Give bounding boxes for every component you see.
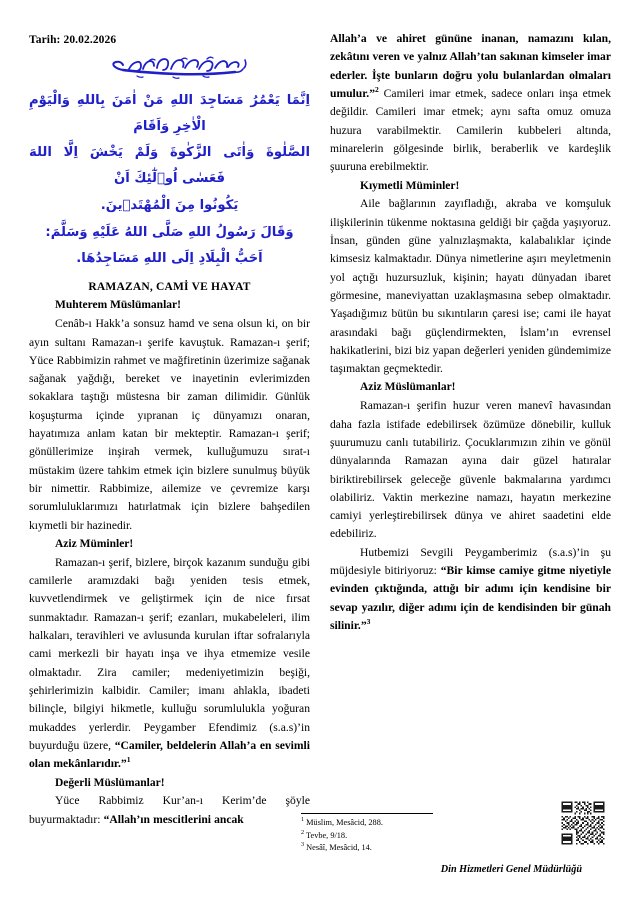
- quran-verse-line-2: الصَّلٰوةَ وَاٰتَى الزَّكٰوةَ وَلَمْ يَخْشَ اِلَّا اللهَ فَعَسٰى اُو۬لٰٓئِكَ اَنْ: [29, 145, 310, 187]
- footnote-item: [301, 817, 582, 830]
- hadith-text: اَحَبُّ الْبِلَادِ اِلَى اللهِ مَسَاجِدُهَا.: [76, 251, 263, 267]
- hadith-quote-2: “Bir kimse camiye gitme niyetiyle evinden çıktığında, attığı bir adımı için kendisine bir sevap yazılır, diğer adımı için de kendisinden bir günah silinir.”: [330, 564, 611, 632]
- salutation-aziz-muslumanlar: Aziz Müslümanlar!: [360, 381, 456, 394]
- basmala-calligraphy: [29, 56, 310, 82]
- publisher-signature: Din Hizmetleri Genel Müdürlüğü: [440, 864, 582, 875]
- salutation-degerli-muslumanlar: Değerli Müslümanlar!: [55, 776, 165, 789]
- salutation-kiymetli-muminler: Kıymetli Müminler!: [360, 179, 460, 192]
- two-column-body: [29, 30, 611, 875]
- footnote-ref-1: 1: [126, 755, 131, 765]
- right-column: [330, 30, 611, 635]
- paragraph-2-text: Ramazan-ı şerif, bizlere, birçok kazanım sunduğu gibi camilerle aramızdaki bağı yeniden tesis etmek, kuvvetlendirmek ve geliştirmek için de nice fırsat sunmaktadır. Ramazan-ı şerif; ezanları, mukabeleleri, ilim halkaları, teravihleri ve avlusunda kurulan iftar sofralarıyla cami merkezli bir hayatı inşa ve ihya etmemize vesile olmaktadır. Zira camiler; medeniyetimizin beşiği, şehirlerimizin kalbidir. Camiler; imanı ahlakla, ibadeti bilinçle, bilgiyi hikmetle, kulluğu sorumlulukla yoğuran mukaddes yerlerdir. Peygamber Efendimiz (s.a.s)’in buyurduğu üzere,: [29, 555, 310, 752]
- quran-quote-start: “Allah’ın mescitlerini ancak: [103, 812, 244, 826]
- footnote-marker: 2: [301, 828, 305, 836]
- paragraph-3-continued: [330, 30, 611, 177]
- footnote-ref-2: 2: [375, 85, 379, 95]
- footnote-marker: 3: [301, 841, 305, 849]
- quran-quote-continued: Allah’a ve ahiret gününe inanan, namazını kılan, zekâtını veren ve yalnız Allah’tan sakınan kimseler imar ederler. İşte bunların doğru yolu bulanlardan olmaları umulur.”: [330, 32, 611, 100]
- footnotes-block: [301, 813, 582, 855]
- footnote-text: Nesâî, Mesâcid, 14.: [306, 843, 372, 853]
- paragraph-2: [29, 554, 310, 774]
- paragraph-5: Ramazan-ı şerifin huzur veren manevî havasından daha fazla istifade edebilirsek özümüze dönebilir, kulluk şuurumuzu canlı tutabiliriz. Çocuklarımızın zihin ve gönül dünyalarında Ramazan ayına dair güzel hatıralar biriktirebilirsek geleceğe güvenle bakmalarına yardımcı olabiliriz. Vaktin merkezine namazı, hayatın merkezine camiyi yerleştirebilirsek dünya ve ahiret saadetini elde edebiliriz.: [330, 399, 611, 541]
- left-column: [29, 30, 310, 829]
- hadith-intro: وَقَالَ رَسُولُ اللهِ صَلَّى اللهُ عَلَيْهِ وَسَلَّمَ:: [45, 224, 294, 240]
- footnote-separator-rule: [301, 813, 433, 814]
- footnote-item: [301, 830, 582, 843]
- footnote-ref-3: 3: [366, 617, 371, 627]
- salutation-muhterem-muslumanlar: Muhterem Müslümanlar!: [55, 299, 181, 312]
- quran-verse-line-3: يَكُونُوا مِنَ الْمُهْتَدٖينَ.: [100, 197, 239, 213]
- quran-verse-line-1: اِنَّمَا يَعْمُرُ مَسَاجِدَ اللهِ مَنْ اٰمَنَ بِاللهِ وَالْيَوْمِ الْاٰخِرِ وَاَقَامَ: [29, 93, 310, 134]
- paragraph-3-rest: Camileri imar etmek, sadece onları inşa etmek değildir. Camileri imar etmek; aynı safta omuz omuza huzura varabilmektir. Camilerin kubbeleri altında, minarelerin gölgesinde birlik, beraberlik ve kardeşlik şuuruna erebilmektir.: [330, 86, 611, 174]
- salutation-aziz-muminler: Aziz Müminler!: [55, 537, 134, 550]
- paragraph-3-start: [29, 792, 310, 829]
- sermon-title: RAMAZAN, CAMİ VE HAYAT: [88, 281, 251, 294]
- qr-code[interactable]: [560, 800, 606, 846]
- paragraph-3-text: Yüce Rabbimiz Kur’an-ı Kerim’de şöyle buyurmaktadır:: [29, 794, 310, 826]
- paragraph-1: Cenâb-ı Hakk’a sonsuz hamd ve sena olsun ki, on bir ayın sultanı Ramazan-ı şerife kavuştuk. Ramazan-ı şerif; Yüce Rabbimizin rahmet ve mağfiretinin üzerimize sağanak sağanak yağdığı, bereket ve inayetinin evlerimizden sokaklara taştığı müstesna bir zaman dilimidir. Günlük koşuşturma içinde yıpranan iç dünyamızı onaran, hayatımıza anlam katan bir mekteptir. Ramazan-ı şerif; gönüllerimize inşirah vermek, kulluğumuzu sırat-ı müstakim üzere tahkim etmek için bizlere sunulmuş büyük bir nimettir. Rabbimize, ailemize ve çevremize karşı sorumluluklarımızı hatırlatmak için bizlere bahşedilen kıymetli bir hazinedir.: [29, 317, 310, 532]
- paragraph-4: Aile bağlarının zayıfladığı, akraba ve komşuluk ilişkilerinin tükenme noktasına geldiği bir çağda yaşıyoruz. İnsan, günden güne yalnızlaşmakta, kalabalıklar içinde kimsesiz kalmaktadır. Dünya nimetlerine aşırı meyletmenin yol açtığı huzursuzluk, kişinin; hayatı dünyadan ibaret görmesine, maneviyattan uzaklaşmasına sebep olmaktadır. Yaşadığımız bütün bu sıkıntıların çaresi ise; cami ile hayat arasındaki bağı güçlendirmekten, İslam’ın evrensel hakikatlerini, bizi biz yapan değerleri yeniden gündemimize taşımaktan geçmektedir.: [330, 197, 611, 376]
- footnote-text: Müslim, Mesâcid, 288.: [306, 818, 383, 827]
- paragraph-6: [330, 544, 611, 636]
- hadith-quote-1: “Camiler, beldelerin Allah’a en sevimli olan mekânlarıdır.”: [29, 738, 310, 771]
- footnote-item: [301, 842, 582, 855]
- footnote-text: Tevbe, 9/18.: [306, 830, 348, 840]
- paragraph-6-text: Hutbemizi Sevgili Peygamberimiz (s.a.s)’in şu müjdesiyle bitiriyoruz:: [330, 545, 611, 578]
- footnote-marker: 1: [301, 816, 305, 824]
- date-header: Tarih: 20.02.2026: [29, 34, 117, 46]
